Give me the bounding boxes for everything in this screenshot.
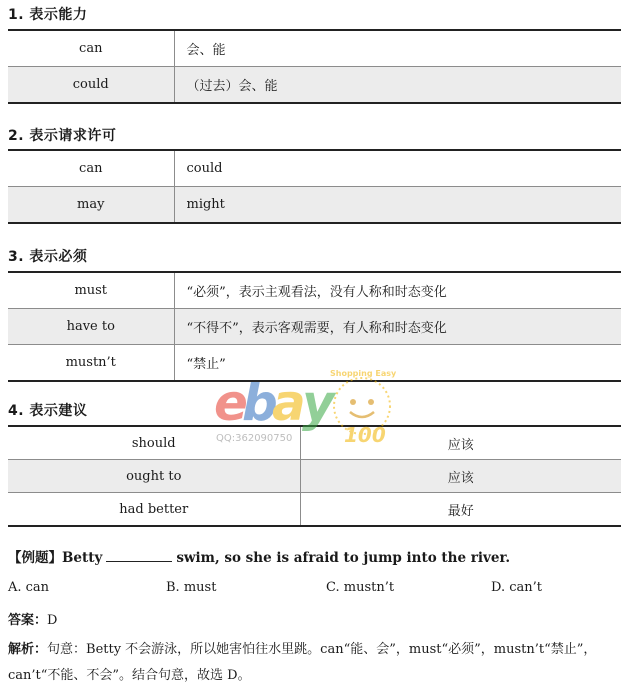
meaning-cell: “不得不”，表示客观需要，有人称和时态变化 <box>174 309 621 345</box>
table-row <box>8 272 621 309</box>
answer-label: 答案： <box>8 613 48 628</box>
answer-line <box>8 609 57 628</box>
table-advice <box>8 425 621 527</box>
option-d: D. can’t <box>491 580 542 595</box>
svg-text:a: a <box>272 374 306 432</box>
meaning-cell: 最好 <box>300 493 621 527</box>
table-necessity <box>8 271 621 382</box>
table-ability <box>8 29 621 104</box>
table-permission <box>8 149 621 224</box>
svg-text:b: b <box>242 374 278 432</box>
modal-verb-cell: may <box>8 187 174 224</box>
svg-text:y: y <box>302 374 335 432</box>
question-before-blank: Betty <box>62 550 103 566</box>
option-b: B. must <box>166 580 217 595</box>
example-label: 【例题】 <box>8 550 62 566</box>
table-row <box>8 493 621 527</box>
explanation-text: 句意：Betty 不会游泳，所以她害怕往水里跳。can“能、会”，must“必须”，mustn’t“禁止”，can’t“不能、不会”。结合句意，故选 D。 <box>8 642 597 683</box>
answer-options <box>8 580 621 596</box>
past-form-cell: might <box>174 187 621 224</box>
modal-verb-cell: can <box>8 30 174 67</box>
table-row <box>8 187 621 224</box>
question-after-blank: swim, so she is afraid to jump into the river. <box>176 550 511 566</box>
past-form-cell: could <box>174 150 621 187</box>
meaning-cell: 应该 <box>300 460 621 493</box>
option-a: A. can <box>8 580 50 595</box>
answer-blank <box>106 549 172 562</box>
meaning-cell: “禁止” <box>174 345 621 382</box>
section-title-advice: 4. 表示建议 <box>8 403 88 419</box>
option-c: C. mustn’t <box>326 580 395 595</box>
meaning-cell: 会、能 <box>174 30 621 67</box>
table-row <box>8 150 621 187</box>
meaning-cell: （过去）会、能 <box>174 67 621 104</box>
modal-verb-cell: had better <box>8 493 300 527</box>
modal-verb-cell: can <box>8 150 174 187</box>
meaning-cell: “必须”，表示主观看法，没有人称和时态变化 <box>174 272 621 309</box>
example-question <box>8 546 621 566</box>
modal-verb-cell: have to <box>8 309 174 345</box>
explanation-label: 解析： <box>8 642 48 657</box>
answer-value: D <box>47 613 58 628</box>
meaning-cell: 应该 <box>300 426 621 460</box>
modal-verb-cell: ought to <box>8 460 300 493</box>
table-row <box>8 67 621 104</box>
section-title-permission: 2. 表示请求许可 <box>8 128 117 144</box>
modal-verb-cell: could <box>8 67 174 104</box>
modal-verb-cell: mustn’t <box>8 345 174 382</box>
svg-text:e: e <box>214 374 248 432</box>
modal-verb-cell: should <box>8 426 300 460</box>
table-row <box>8 460 621 493</box>
watermark-qq: QQ:362090750 <box>216 433 293 444</box>
modal-verb-cell: must <box>8 272 174 309</box>
watermark-arc-text: Shopping Easy <box>330 369 397 378</box>
section-title-ability: 1. 表示能力 <box>8 7 88 23</box>
watermark-badge: 100 <box>344 423 386 447</box>
explanation <box>8 637 621 689</box>
section-title-necessity: 3. 表示必须 <box>8 249 88 265</box>
table-row <box>8 426 621 460</box>
table-row <box>8 30 621 67</box>
table-row <box>8 345 621 382</box>
table-row <box>8 309 621 345</box>
